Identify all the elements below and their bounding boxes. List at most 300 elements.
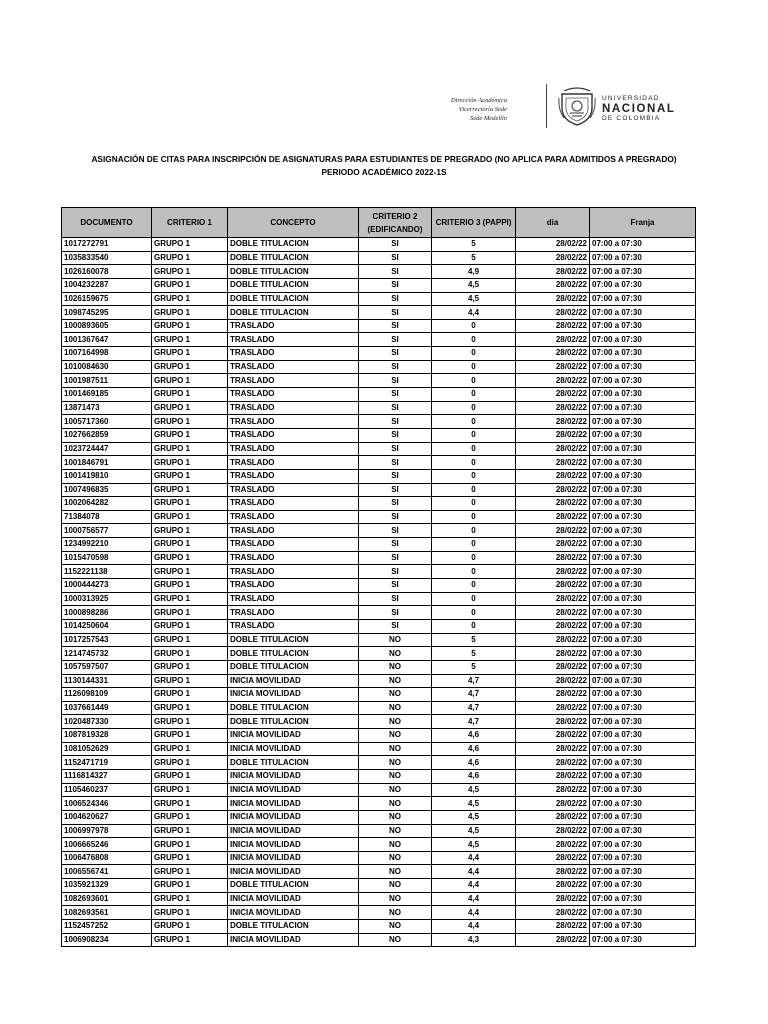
criterio3-cell: 0 bbox=[432, 592, 516, 606]
franja-cell: 07:00 a 07:30 bbox=[590, 810, 696, 824]
criterio1-cell: GRUPO 1 bbox=[152, 278, 228, 292]
table-header-row bbox=[62, 208, 696, 238]
franja-cell: 07:00 a 07:30 bbox=[590, 892, 696, 906]
criterio3-cell: 0 bbox=[432, 442, 516, 456]
concepto-cell: TRASLADO bbox=[228, 374, 359, 388]
concepto-cell: TRASLADO bbox=[228, 401, 359, 415]
table-row bbox=[62, 879, 696, 893]
criterio2-cell: SI bbox=[359, 524, 432, 538]
franja-cell: 07:00 a 07:30 bbox=[590, 428, 696, 442]
franja-cell: 07:00 a 07:30 bbox=[590, 701, 696, 715]
table-row bbox=[62, 497, 696, 511]
criterio2-cell: SI bbox=[359, 606, 432, 620]
criterio1-cell: GRUPO 1 bbox=[152, 401, 228, 415]
criterio3-cell: 4,3 bbox=[432, 933, 516, 947]
criterio2-cell: NO bbox=[359, 647, 432, 661]
criterio1-cell: GRUPO 1 bbox=[152, 483, 228, 497]
dia-cell: 28/02/22 bbox=[516, 633, 590, 647]
concepto-cell: DOBLE TITULACION bbox=[228, 633, 359, 647]
criterio3-cell: 4,7 bbox=[432, 715, 516, 729]
table-row bbox=[62, 742, 696, 756]
dia-cell: 28/02/22 bbox=[516, 333, 590, 347]
documento-cell: 1014250604 bbox=[62, 619, 152, 633]
table-row bbox=[62, 769, 696, 783]
table-row bbox=[62, 838, 696, 852]
criterio3-cell: 4,4 bbox=[432, 879, 516, 893]
table-row bbox=[62, 442, 696, 456]
franja-cell: 07:00 a 07:30 bbox=[590, 715, 696, 729]
franja-cell: 07:00 a 07:30 bbox=[590, 742, 696, 756]
criterio3-cell: 0 bbox=[432, 415, 516, 429]
documento-cell: 1001987511 bbox=[62, 374, 152, 388]
documento-cell: 1105460237 bbox=[62, 783, 152, 797]
criterio3-cell: 0 bbox=[432, 524, 516, 538]
documento-cell: 1000444273 bbox=[62, 579, 152, 593]
criterio3-cell: 4,9 bbox=[432, 265, 516, 279]
university-seal-icon bbox=[558, 86, 596, 126]
dia-cell: 28/02/22 bbox=[516, 510, 590, 524]
concepto-cell: INICIA MOVILIDAD bbox=[228, 838, 359, 852]
criterio2-cell: NO bbox=[359, 674, 432, 688]
concepto-cell: INICIA MOVILIDAD bbox=[228, 797, 359, 811]
franja-cell: 07:00 a 07:30 bbox=[590, 674, 696, 688]
criterio2-cell: NO bbox=[359, 851, 432, 865]
title-subtitle: PERIODO ACADÉMICO 2022-1S bbox=[321, 167, 447, 177]
criterio1-cell: GRUPO 1 bbox=[152, 633, 228, 647]
documento-cell: 1035833540 bbox=[62, 251, 152, 265]
criterio3-cell: 0 bbox=[432, 510, 516, 524]
dia-cell: 28/02/22 bbox=[516, 769, 590, 783]
documento-cell: 1001846791 bbox=[62, 456, 152, 470]
dia-cell: 28/02/22 bbox=[516, 442, 590, 456]
criterio3-cell: 4,5 bbox=[432, 810, 516, 824]
criterio3-cell: 0 bbox=[432, 538, 516, 552]
concepto-cell: INICIA MOVILIDAD bbox=[228, 729, 359, 743]
franja-cell: 07:00 a 07:30 bbox=[590, 606, 696, 620]
documento-cell: 1006556741 bbox=[62, 865, 152, 879]
column-header: DOCUMENTO bbox=[62, 208, 152, 238]
concepto-cell: TRASLADO bbox=[228, 456, 359, 470]
concepto-cell: INICIA MOVILIDAD bbox=[228, 906, 359, 920]
documento-cell: 1027662859 bbox=[62, 428, 152, 442]
dia-cell: 28/02/22 bbox=[516, 619, 590, 633]
franja-cell: 07:00 a 07:30 bbox=[590, 497, 696, 511]
documento-cell: 1082693601 bbox=[62, 892, 152, 906]
criterio3-cell: 5 bbox=[432, 660, 516, 674]
concepto-cell: TRASLADO bbox=[228, 469, 359, 483]
criterio3-cell: 0 bbox=[432, 551, 516, 565]
documento-cell: 1081052629 bbox=[62, 742, 152, 756]
criterio3-cell: 0 bbox=[432, 333, 516, 347]
criterio2-cell: SI bbox=[359, 483, 432, 497]
criterio2-cell: SI bbox=[359, 510, 432, 524]
dia-cell: 28/02/22 bbox=[516, 292, 590, 306]
documento-cell: 1126098109 bbox=[62, 688, 152, 702]
table-row bbox=[62, 729, 696, 743]
dia-cell: 28/02/22 bbox=[516, 565, 590, 579]
franja-cell: 07:00 a 07:30 bbox=[590, 783, 696, 797]
document-title bbox=[0, 153, 768, 179]
table-row bbox=[62, 797, 696, 811]
criterio1-cell: GRUPO 1 bbox=[152, 565, 228, 579]
criterio2-cell: SI bbox=[359, 278, 432, 292]
documento-cell: 1005717360 bbox=[62, 415, 152, 429]
franja-cell: 07:00 a 07:30 bbox=[590, 933, 696, 947]
concepto-cell: INICIA MOVILIDAD bbox=[228, 742, 359, 756]
table-row bbox=[62, 619, 696, 633]
table-row bbox=[62, 701, 696, 715]
franja-cell: 07:00 a 07:30 bbox=[590, 469, 696, 483]
criterio1-cell: GRUPO 1 bbox=[152, 524, 228, 538]
dia-cell: 28/02/22 bbox=[516, 933, 590, 947]
direction-line: Sede Medellín bbox=[470, 115, 507, 122]
criterio2-cell: NO bbox=[359, 838, 432, 852]
table-row bbox=[62, 374, 696, 388]
dia-cell: 28/02/22 bbox=[516, 906, 590, 920]
concepto-cell: TRASLADO bbox=[228, 579, 359, 593]
documento-cell: 1087819328 bbox=[62, 729, 152, 743]
dia-cell: 28/02/22 bbox=[516, 606, 590, 620]
concepto-cell: TRASLADO bbox=[228, 360, 359, 374]
dia-cell: 28/02/22 bbox=[516, 810, 590, 824]
criterio1-cell: GRUPO 1 bbox=[152, 906, 228, 920]
criterio1-cell: GRUPO 1 bbox=[152, 769, 228, 783]
franja-cell: 07:00 a 07:30 bbox=[590, 838, 696, 852]
criterio3-cell: 4,6 bbox=[432, 769, 516, 783]
concepto-cell: DOBLE TITULACION bbox=[228, 701, 359, 715]
dia-cell: 28/02/22 bbox=[516, 742, 590, 756]
documento-cell: 1026159675 bbox=[62, 292, 152, 306]
criterio3-cell: 4,7 bbox=[432, 688, 516, 702]
criterio2-cell: SI bbox=[359, 360, 432, 374]
documento-cell: 1214745732 bbox=[62, 647, 152, 661]
table-row bbox=[62, 606, 696, 620]
criterio2-cell: SI bbox=[359, 551, 432, 565]
concepto-cell: DOBLE TITULACION bbox=[228, 292, 359, 306]
criterio2-cell: NO bbox=[359, 797, 432, 811]
criterio1-cell: GRUPO 1 bbox=[152, 333, 228, 347]
dia-cell: 28/02/22 bbox=[516, 306, 590, 320]
table-row bbox=[62, 278, 696, 292]
criterio1-cell: GRUPO 1 bbox=[152, 824, 228, 838]
concepto-cell: INICIA MOVILIDAD bbox=[228, 769, 359, 783]
criterio2-cell: SI bbox=[359, 265, 432, 279]
dia-cell: 28/02/22 bbox=[516, 483, 590, 497]
criterio3-cell: 4,6 bbox=[432, 729, 516, 743]
direction-text bbox=[451, 96, 507, 123]
criterio3-cell: 0 bbox=[432, 469, 516, 483]
franja-cell: 07:00 a 07:30 bbox=[590, 524, 696, 538]
dia-cell: 28/02/22 bbox=[516, 783, 590, 797]
criterio1-cell: GRUPO 1 bbox=[152, 551, 228, 565]
franja-cell: 07:00 a 07:30 bbox=[590, 592, 696, 606]
criterio1-cell: GRUPO 1 bbox=[152, 428, 228, 442]
direction-line: Dirección Académica bbox=[450, 97, 507, 104]
franja-cell: 07:00 a 07:30 bbox=[590, 797, 696, 811]
documento-cell: 1026160078 bbox=[62, 265, 152, 279]
criterio2-cell: SI bbox=[359, 497, 432, 511]
criterio1-cell: GRUPO 1 bbox=[152, 456, 228, 470]
criterio2-cell: SI bbox=[359, 415, 432, 429]
dia-cell: 28/02/22 bbox=[516, 524, 590, 538]
criterio2-cell: NO bbox=[359, 879, 432, 893]
criterio1-cell: GRUPO 1 bbox=[152, 510, 228, 524]
documento-cell: 1006524346 bbox=[62, 797, 152, 811]
franja-cell: 07:00 a 07:30 bbox=[590, 579, 696, 593]
table-row bbox=[62, 920, 696, 934]
franja-cell: 07:00 a 07:30 bbox=[590, 688, 696, 702]
criterio1-cell: GRUPO 1 bbox=[152, 674, 228, 688]
dia-cell: 28/02/22 bbox=[516, 360, 590, 374]
table-row bbox=[62, 401, 696, 415]
direction-line: Vicerrectoría Sede bbox=[458, 106, 507, 113]
column-header: Franja bbox=[590, 208, 696, 238]
criterio2-cell: NO bbox=[359, 742, 432, 756]
criterio1-cell: GRUPO 1 bbox=[152, 688, 228, 702]
university-name bbox=[602, 95, 676, 123]
concepto-cell: DOBLE TITULACION bbox=[228, 251, 359, 265]
table-row bbox=[62, 265, 696, 279]
criterio2-cell: NO bbox=[359, 729, 432, 743]
table-row bbox=[62, 333, 696, 347]
criterio3-cell: 4,4 bbox=[432, 892, 516, 906]
table-row bbox=[62, 238, 696, 252]
franja-cell: 07:00 a 07:30 bbox=[590, 906, 696, 920]
criterio1-cell: GRUPO 1 bbox=[152, 538, 228, 552]
concepto-cell: TRASLADO bbox=[228, 428, 359, 442]
criterio3-cell: 0 bbox=[432, 619, 516, 633]
header-divider bbox=[546, 84, 547, 128]
criterio3-cell: 4,7 bbox=[432, 701, 516, 715]
concepto-cell: TRASLADO bbox=[228, 333, 359, 347]
table-row bbox=[62, 756, 696, 770]
concepto-cell: TRASLADO bbox=[228, 619, 359, 633]
documento-cell: 1007164998 bbox=[62, 347, 152, 361]
criterio1-cell: GRUPO 1 bbox=[152, 347, 228, 361]
university-line: DE COLOMBIA bbox=[602, 115, 661, 122]
criterio1-cell: GRUPO 1 bbox=[152, 306, 228, 320]
documento-cell: 1001367647 bbox=[62, 333, 152, 347]
franja-cell: 07:00 a 07:30 bbox=[590, 456, 696, 470]
franja-cell: 07:00 a 07:30 bbox=[590, 647, 696, 661]
franja-cell: 07:00 a 07:30 bbox=[590, 238, 696, 252]
table-row bbox=[62, 251, 696, 265]
criterio1-cell: GRUPO 1 bbox=[152, 469, 228, 483]
criterio2-cell: NO bbox=[359, 701, 432, 715]
criterio2-cell: SI bbox=[359, 538, 432, 552]
table-row bbox=[62, 592, 696, 606]
criterio1-cell: GRUPO 1 bbox=[152, 647, 228, 661]
table-row bbox=[62, 538, 696, 552]
franja-cell: 07:00 a 07:30 bbox=[590, 660, 696, 674]
documento-cell: 1002064282 bbox=[62, 497, 152, 511]
table-body bbox=[62, 238, 696, 947]
dia-cell: 28/02/22 bbox=[516, 729, 590, 743]
title-line: ASIGNACIÓN DE CITAS PARA INSCRIPCIÓN DE ASIGNATURAS PARA ESTUDIANTES DE PREGRADO (NO APLICA PARA ADMITIDOS A PREGRADO) bbox=[91, 154, 677, 164]
criterio3-cell: 0 bbox=[432, 347, 516, 361]
dia-cell: 28/02/22 bbox=[516, 647, 590, 661]
university-line: UNIVERSIDAD bbox=[602, 95, 660, 102]
criterio3-cell: 0 bbox=[432, 319, 516, 333]
criterio1-cell: GRUPO 1 bbox=[152, 265, 228, 279]
table-row bbox=[62, 851, 696, 865]
table-row bbox=[62, 347, 696, 361]
criterio1-cell: GRUPO 1 bbox=[152, 442, 228, 456]
documento-cell: 1006997978 bbox=[62, 824, 152, 838]
table-row bbox=[62, 579, 696, 593]
criterio3-cell: 4,4 bbox=[432, 306, 516, 320]
table-row bbox=[62, 306, 696, 320]
documento-cell: 1152221138 bbox=[62, 565, 152, 579]
franja-cell: 07:00 a 07:30 bbox=[590, 401, 696, 415]
criterio2-cell: SI bbox=[359, 565, 432, 579]
franja-cell: 07:00 a 07:30 bbox=[590, 920, 696, 934]
criterio1-cell: GRUPO 1 bbox=[152, 783, 228, 797]
documento-cell: 1006476808 bbox=[62, 851, 152, 865]
documento-cell: 1010084630 bbox=[62, 360, 152, 374]
dia-cell: 28/02/22 bbox=[516, 415, 590, 429]
concepto-cell: TRASLADO bbox=[228, 442, 359, 456]
dia-cell: 28/02/22 bbox=[516, 251, 590, 265]
criterio2-cell: NO bbox=[359, 920, 432, 934]
criterio3-cell: 0 bbox=[432, 456, 516, 470]
concepto-cell: TRASLADO bbox=[228, 606, 359, 620]
table-row bbox=[62, 933, 696, 947]
documento-cell: 1006908234 bbox=[62, 933, 152, 947]
criterio3-cell: 4,5 bbox=[432, 783, 516, 797]
column-header: CRITERIO 3 (PAPPI) bbox=[432, 208, 516, 238]
criterio1-cell: GRUPO 1 bbox=[152, 892, 228, 906]
concepto-cell: INICIA MOVILIDAD bbox=[228, 810, 359, 824]
documento-cell: 1023724447 bbox=[62, 442, 152, 456]
criterio3-cell: 5 bbox=[432, 238, 516, 252]
table-row bbox=[62, 865, 696, 879]
documento-cell: 1000898286 bbox=[62, 606, 152, 620]
dia-cell: 28/02/22 bbox=[516, 851, 590, 865]
criterio3-cell: 4,5 bbox=[432, 824, 516, 838]
criterio1-cell: GRUPO 1 bbox=[152, 579, 228, 593]
documento-cell: 1000893605 bbox=[62, 319, 152, 333]
dia-cell: 28/02/22 bbox=[516, 701, 590, 715]
dia-cell: 28/02/22 bbox=[516, 674, 590, 688]
concepto-cell: TRASLADO bbox=[228, 551, 359, 565]
franja-cell: 07:00 a 07:30 bbox=[590, 483, 696, 497]
criterio1-cell: GRUPO 1 bbox=[152, 933, 228, 947]
criterio1-cell: GRUPO 1 bbox=[152, 606, 228, 620]
table-row bbox=[62, 783, 696, 797]
criterio1-cell: GRUPO 1 bbox=[152, 729, 228, 743]
criterio3-cell: 4,6 bbox=[432, 756, 516, 770]
concepto-cell: INICIA MOVILIDAD bbox=[228, 933, 359, 947]
franja-cell: 07:00 a 07:30 bbox=[590, 251, 696, 265]
criterio2-cell: SI bbox=[359, 319, 432, 333]
franja-cell: 07:00 a 07:30 bbox=[590, 769, 696, 783]
concepto-cell: DOBLE TITULACION bbox=[228, 756, 359, 770]
criterio2-cell: NO bbox=[359, 865, 432, 879]
table-row bbox=[62, 824, 696, 838]
dia-cell: 28/02/22 bbox=[516, 865, 590, 879]
criterio2-cell: NO bbox=[359, 892, 432, 906]
table-row bbox=[62, 510, 696, 524]
criterio1-cell: GRUPO 1 bbox=[152, 415, 228, 429]
dia-cell: 28/02/22 bbox=[516, 278, 590, 292]
concepto-cell: TRASLADO bbox=[228, 497, 359, 511]
documento-cell: 13871473 bbox=[62, 401, 152, 415]
table-row bbox=[62, 428, 696, 442]
franja-cell: 07:00 a 07:30 bbox=[590, 538, 696, 552]
criterio1-cell: GRUPO 1 bbox=[152, 851, 228, 865]
concepto-cell: DOBLE TITULACION bbox=[228, 265, 359, 279]
dia-cell: 28/02/22 bbox=[516, 824, 590, 838]
franja-cell: 07:00 a 07:30 bbox=[590, 551, 696, 565]
franja-cell: 07:00 a 07:30 bbox=[590, 333, 696, 347]
criterio3-cell: 0 bbox=[432, 579, 516, 593]
concepto-cell: DOBLE TITULACION bbox=[228, 920, 359, 934]
concepto-cell: INICIA MOVILIDAD bbox=[228, 783, 359, 797]
franja-cell: 07:00 a 07:30 bbox=[590, 879, 696, 893]
franja-cell: 07:00 a 07:30 bbox=[590, 510, 696, 524]
documento-cell: 1035921329 bbox=[62, 879, 152, 893]
criterio2-cell: NO bbox=[359, 783, 432, 797]
documento-cell: 1001419810 bbox=[62, 469, 152, 483]
concepto-cell: INICIA MOVILIDAD bbox=[228, 674, 359, 688]
criterio2-cell: NO bbox=[359, 688, 432, 702]
documento-cell: 1017257543 bbox=[62, 633, 152, 647]
criterio3-cell: 0 bbox=[432, 606, 516, 620]
concepto-cell: DOBLE TITULACION bbox=[228, 660, 359, 674]
criterio1-cell: GRUPO 1 bbox=[152, 701, 228, 715]
criterio1-cell: GRUPO 1 bbox=[152, 715, 228, 729]
documento-cell: 71384078 bbox=[62, 510, 152, 524]
documento-cell: 1006665246 bbox=[62, 838, 152, 852]
criterio1-cell: GRUPO 1 bbox=[152, 374, 228, 388]
criterio3-cell: 0 bbox=[432, 360, 516, 374]
criterio3-cell: 4,6 bbox=[432, 742, 516, 756]
table-row bbox=[62, 688, 696, 702]
franja-cell: 07:00 a 07:30 bbox=[590, 851, 696, 865]
table-row bbox=[62, 360, 696, 374]
dia-cell: 28/02/22 bbox=[516, 319, 590, 333]
criterio3-cell: 4,4 bbox=[432, 865, 516, 879]
column-header: dia bbox=[516, 208, 590, 238]
documento-cell: 1015470598 bbox=[62, 551, 152, 565]
criterio2-cell: SI bbox=[359, 251, 432, 265]
franja-cell: 07:00 a 07:30 bbox=[590, 360, 696, 374]
criterio2-cell: SI bbox=[359, 388, 432, 402]
dia-cell: 28/02/22 bbox=[516, 892, 590, 906]
criterio1-cell: GRUPO 1 bbox=[152, 797, 228, 811]
criterio1-cell: GRUPO 1 bbox=[152, 497, 228, 511]
dia-cell: 28/02/22 bbox=[516, 538, 590, 552]
documento-cell: 1082693561 bbox=[62, 906, 152, 920]
concepto-cell: TRASLADO bbox=[228, 524, 359, 538]
table-row bbox=[62, 565, 696, 579]
franja-cell: 07:00 a 07:30 bbox=[590, 565, 696, 579]
table-row bbox=[62, 906, 696, 920]
criterio1-cell: GRUPO 1 bbox=[152, 742, 228, 756]
criterio3-cell: 4,5 bbox=[432, 797, 516, 811]
dia-cell: 28/02/22 bbox=[516, 688, 590, 702]
dia-cell: 28/02/22 bbox=[516, 238, 590, 252]
dia-cell: 28/02/22 bbox=[516, 838, 590, 852]
criterio3-cell: 0 bbox=[432, 565, 516, 579]
franja-cell: 07:00 a 07:30 bbox=[590, 756, 696, 770]
criterio2-cell: NO bbox=[359, 633, 432, 647]
criterio1-cell: GRUPO 1 bbox=[152, 251, 228, 265]
documento-cell: 1001469185 bbox=[62, 388, 152, 402]
concepto-cell: INICIA MOVILIDAD bbox=[228, 892, 359, 906]
criterio2-cell: SI bbox=[359, 292, 432, 306]
